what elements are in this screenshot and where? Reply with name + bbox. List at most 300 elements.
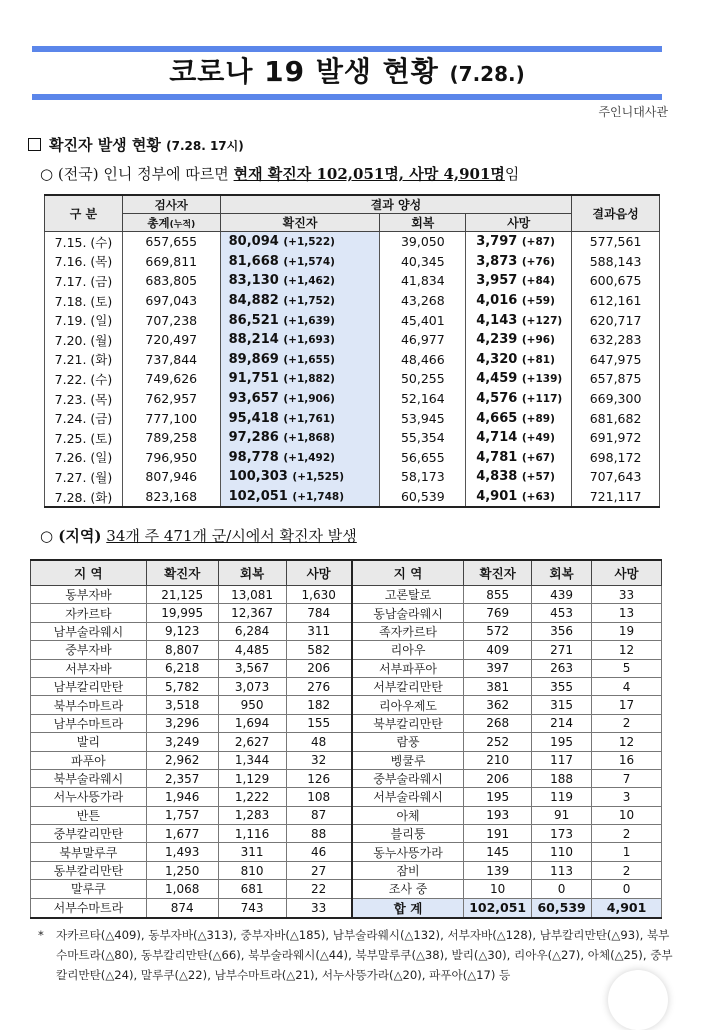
cell-confirmed: 1,757 [146, 806, 218, 824]
cell-recovered: 1,283 [218, 806, 286, 824]
cell-recovered: 40,345 [380, 252, 466, 272]
death-value: 3,873 [476, 253, 518, 269]
cell-death [466, 428, 572, 448]
confirmed-increase: (+1,492) [283, 451, 335, 464]
cell-recovered: 50,255 [380, 369, 466, 389]
cell-tested: 669,811 [122, 252, 220, 272]
death-increase: (+89) [521, 412, 555, 425]
cell-region: 남부칼리만탄 [31, 677, 147, 695]
cell-confirmed [220, 467, 380, 487]
national-suffix: 임 [504, 165, 520, 183]
table-row [31, 769, 662, 787]
death-increase: (+59) [521, 295, 555, 308]
header-tested [122, 195, 220, 214]
cell-recovered: 214 [532, 714, 592, 732]
cell-negative: 698,172 [572, 448, 660, 468]
cell-region: 중부칼리만탄 [31, 825, 147, 843]
cell-recovered: 45,401 [380, 310, 466, 330]
cell-confirmed [220, 369, 380, 389]
cell-tested: 796,950 [122, 448, 220, 468]
table-row [45, 408, 660, 428]
table-row [31, 733, 662, 751]
cell-region: 동부자바 [31, 586, 147, 604]
cell-death: 7 [592, 769, 662, 787]
death-increase: (+87) [521, 236, 555, 249]
cell-confirmed: 381 [464, 677, 532, 695]
table-row [45, 389, 660, 409]
cell-confirmed: 1,493 [146, 843, 218, 861]
cell-death: 12 [592, 641, 662, 659]
header-death-left: 사망 [286, 560, 352, 586]
table-row [45, 310, 660, 330]
cell-region: 서부술라웨시 [352, 788, 464, 806]
cell-confirmed: 1,250 [146, 861, 218, 879]
table-row [45, 467, 660, 487]
confirmed-value: 83,130 [228, 273, 279, 289]
table-row [45, 232, 660, 252]
cell-confirmed: 193 [464, 806, 532, 824]
table-row [45, 487, 660, 508]
death-value: 4,781 [476, 449, 518, 465]
cell-death: 33 [286, 898, 352, 918]
cell-region: 북부수마트라 [31, 696, 147, 714]
cell-tested: 683,805 [122, 271, 220, 291]
cell-confirmed: 855 [464, 586, 532, 604]
cell-recovered: 271 [532, 641, 592, 659]
cell-negative: 632,283 [572, 330, 660, 350]
national-table [44, 194, 660, 508]
confirmed-value: 84,882 [228, 293, 279, 309]
table-row [45, 252, 660, 272]
cell-death: 48 [286, 733, 352, 751]
death-value: 4,016 [476, 293, 518, 309]
cell-death [466, 448, 572, 468]
header-death: 사망 [466, 214, 572, 232]
section-subtitle: (7.28. 17시) [166, 139, 244, 153]
cell-death: 88 [286, 825, 352, 843]
national-prefix: ○ (전국) [40, 165, 99, 183]
cell-death: 3 [592, 788, 662, 806]
death-value: 4,143 [476, 312, 518, 328]
confirmed-value: 91,751 [228, 371, 279, 387]
cell-recovered: 55,354 [380, 428, 466, 448]
table-row [45, 330, 660, 350]
cell-recovered: 263 [532, 659, 592, 677]
cell-recovered: 439 [532, 586, 592, 604]
cell-confirmed: 6,218 [146, 659, 218, 677]
cell-death: 13 [592, 604, 662, 622]
cell-date: 7.21. (화) [45, 350, 123, 370]
table-row [31, 806, 662, 824]
cell-date: 7.22. (수) [45, 369, 123, 389]
cell-negative: 600,675 [572, 271, 660, 291]
cell-confirmed [220, 428, 380, 448]
cell-tested: 749,626 [122, 369, 220, 389]
cell-negative: 647,975 [572, 350, 660, 370]
confirmed-value: 98,778 [228, 449, 279, 465]
cell-confirmed: 21,125 [146, 586, 218, 604]
header-recovered: 회복 [380, 214, 466, 232]
cell-confirmed: 19,995 [146, 604, 218, 622]
confirmed-value: 81,668 [228, 253, 279, 269]
cell-death: 0 [592, 880, 662, 898]
cell-recovered: 4,485 [218, 641, 286, 659]
cell-confirmed: 191 [464, 825, 532, 843]
cell-recovered: 41,834 [380, 271, 466, 291]
cell-confirmed: 3,249 [146, 733, 218, 751]
header-tested-total [122, 214, 220, 232]
cell-confirmed: 769 [464, 604, 532, 622]
cell-death: 2 [592, 825, 662, 843]
cell-region: 반튼 [31, 806, 147, 824]
cell-negative: 681,682 [572, 408, 660, 428]
cell-death [466, 232, 572, 252]
cell-negative: 669,300 [572, 389, 660, 409]
header-confirmed-left: 확진자 [146, 560, 218, 586]
cell-death: 155 [286, 714, 352, 732]
cell-tested: 657,655 [122, 232, 220, 252]
death-value: 4,901 [476, 489, 518, 505]
cell-confirmed: 3,518 [146, 696, 218, 714]
cell-confirmed: 3,296 [146, 714, 218, 732]
cell-confirmed [220, 350, 380, 370]
confirmed-increase: (+1,761) [283, 412, 335, 425]
death-increase: (+49) [521, 432, 555, 445]
cell-negative: 588,143 [572, 252, 660, 272]
page-title [32, 52, 662, 92]
cell-recovered: 810 [218, 861, 286, 879]
cell-confirmed: 8,807 [146, 641, 218, 659]
cell-region: 북부칼리만탄 [352, 714, 464, 732]
table-row [45, 271, 660, 291]
cell-confirmed: 1,946 [146, 788, 218, 806]
cell-recovered: 58,173 [380, 467, 466, 487]
confirmed-increase: (+1,693) [283, 334, 335, 347]
cell-death: 126 [286, 769, 352, 787]
cell-recovered: 453 [532, 604, 592, 622]
death-value: 4,665 [476, 410, 518, 426]
cell-recovered: 56,655 [380, 448, 466, 468]
cell-death: 10 [592, 806, 662, 824]
cell-confirmed: 1,677 [146, 825, 218, 843]
cell-date: 7.19. (일) [45, 310, 123, 330]
cell-region: 북부말루쿠 [31, 843, 147, 861]
cell-negative: 577,561 [572, 232, 660, 252]
cell-confirmed: 409 [464, 641, 532, 659]
cell-region: 리아우제도 [352, 696, 464, 714]
cell-region: 서부수마트라 [31, 898, 147, 918]
section-heading [28, 134, 244, 155]
cell-region: 남부술라웨시 [31, 622, 147, 640]
confirmed-value: 100,303 [228, 469, 288, 485]
cell-recovered: 0 [532, 880, 592, 898]
cell-death [466, 350, 572, 370]
table-row [45, 428, 660, 448]
cell-death: 182 [286, 696, 352, 714]
confirmed-value: 102,051 [228, 489, 288, 505]
header-region-left: 지 역 [31, 560, 147, 586]
cell-region: 자카르타 [31, 604, 147, 622]
cell-recovered: 950 [218, 696, 286, 714]
cell-confirmed: 252 [464, 733, 532, 751]
death-value: 4,714 [476, 430, 518, 446]
table-row [31, 586, 662, 604]
cell-death [466, 330, 572, 350]
cell-death: 582 [286, 641, 352, 659]
cell-death [466, 252, 572, 272]
cell-death: 2 [592, 861, 662, 879]
header-tested-line2: 총계 [147, 215, 170, 230]
cell-date: 7.20. (월) [45, 330, 123, 350]
confirmed-increase: (+1,906) [283, 393, 335, 406]
cell-recovered: 355 [532, 677, 592, 695]
cell-region: 고론탈로 [352, 586, 464, 604]
death-increase: (+76) [521, 255, 555, 268]
cell-recovered: 681 [218, 880, 286, 898]
cell-recovered: 110 [532, 843, 592, 861]
title-text: 코로나 19 발생 현황 [169, 55, 439, 88]
cell-tested: 789,258 [122, 428, 220, 448]
header-positive: 결과 양성 [220, 195, 572, 214]
cell-region: 조사 중 [352, 880, 464, 898]
cell-region: 서부파푸아 [352, 659, 464, 677]
cell-date: 7.24. (금) [45, 408, 123, 428]
cell-recovered: 12,367 [218, 604, 286, 622]
confirmed-value: 93,657 [228, 391, 279, 407]
cell-region: 동남술라웨시 [352, 604, 464, 622]
death-increase: (+127) [521, 314, 563, 327]
cell-recovered: 53,945 [380, 408, 466, 428]
confirmed-value: 88,214 [228, 332, 279, 348]
cell-confirmed [220, 487, 380, 508]
cell-confirmed: 874 [146, 898, 218, 918]
cell-confirmed [220, 252, 380, 272]
table-row [31, 880, 662, 898]
cell-tested: 762,957 [122, 389, 220, 409]
cell-confirmed: 2,962 [146, 751, 218, 769]
cell-death [466, 369, 572, 389]
cell-death: 19 [592, 622, 662, 640]
confirmed-increase: (+1,462) [283, 275, 335, 288]
table-row [31, 714, 662, 732]
cell-region: 남부수마트라 [31, 714, 147, 732]
table-row [31, 751, 662, 769]
cell-death [466, 291, 572, 311]
cell-tested: 720,497 [122, 330, 220, 350]
death-value: 4,320 [476, 351, 518, 367]
regional-text: 34개 주 471개 군/시에서 확진자 발생 [106, 527, 357, 545]
cell-region: 잠비 [352, 861, 464, 879]
cell-confirmed: 139 [464, 861, 532, 879]
death-increase: (+96) [521, 334, 555, 347]
checkbox-square-icon [28, 138, 41, 151]
regional-table [30, 559, 662, 919]
cell-date: 7.18. (토) [45, 291, 123, 311]
cell-region: 파푸아 [31, 751, 147, 769]
death-value: 4,239 [476, 332, 518, 348]
cell-death: 108 [286, 788, 352, 806]
national-text: 인니 정부에 따르면 [103, 165, 229, 183]
cell-confirmed: 362 [464, 696, 532, 714]
cell-region: 북부술라웨시 [31, 769, 147, 787]
cell-death: 4 [592, 677, 662, 695]
cell-death [466, 271, 572, 291]
cell-death: 2 [592, 714, 662, 732]
table-row [31, 696, 662, 714]
source-label: 주인니대사관 [598, 105, 668, 119]
cell-region: 말루쿠 [31, 880, 147, 898]
cell-recovered: 1,222 [218, 788, 286, 806]
cell-recovered: 2,627 [218, 733, 286, 751]
cell-region: 동누사뜽가라 [352, 843, 464, 861]
table-row [31, 861, 662, 879]
cell-confirmed: 10 [464, 880, 532, 898]
bottom-accent-bar [32, 94, 662, 100]
table-row [45, 369, 660, 389]
section-title: 확진자 발생 현황 [49, 136, 161, 154]
cell-confirmed [220, 448, 380, 468]
death-increase: (+84) [521, 275, 555, 288]
cell-confirmed [220, 389, 380, 409]
cell-confirmed: 145 [464, 843, 532, 861]
cell-recovered: 315 [532, 696, 592, 714]
cell-death [466, 389, 572, 409]
cell-death: 5 [592, 659, 662, 677]
cell-death: 16 [592, 751, 662, 769]
header-recovered-left: 회복 [218, 560, 286, 586]
cell-recovered: 311 [218, 843, 286, 861]
cell-confirmed: 195 [464, 788, 532, 806]
cell-recovered: 1,694 [218, 714, 286, 732]
table-row [45, 448, 660, 468]
cell-recovered: 1,129 [218, 769, 286, 787]
cell-death: 33 [592, 586, 662, 604]
confirmed-value: 86,521 [228, 312, 279, 328]
death-increase: (+67) [521, 451, 555, 464]
cell-date: 7.23. (목) [45, 389, 123, 409]
total-recovered: 60,539 [532, 898, 592, 918]
table-row [31, 641, 662, 659]
cell-confirmed [220, 291, 380, 311]
cell-negative: 612,161 [572, 291, 660, 311]
cell-negative: 721,117 [572, 487, 660, 508]
total-label: 합 계 [352, 898, 464, 918]
death-value: 4,576 [476, 391, 518, 407]
cell-confirmed: 206 [464, 769, 532, 787]
cell-death: 22 [286, 880, 352, 898]
title-date: (7.28.) [449, 62, 525, 86]
footnote [40, 925, 680, 985]
cell-confirmed: 572 [464, 622, 532, 640]
cell-confirmed [220, 408, 380, 428]
cell-negative: 691,972 [572, 428, 660, 448]
cell-region: 블리퉁 [352, 825, 464, 843]
floating-scroll-button[interactable] [608, 970, 668, 1030]
cell-death [466, 310, 572, 330]
table-row [31, 622, 662, 640]
cell-death [466, 467, 572, 487]
death-value: 3,957 [476, 273, 518, 289]
death-increase: (+117) [521, 393, 563, 406]
cell-region: 서부자바 [31, 659, 147, 677]
table-row [31, 604, 662, 622]
cell-death: 1 [592, 843, 662, 861]
national-summary [40, 163, 519, 184]
confirmed-increase: (+1,639) [283, 314, 335, 327]
cell-recovered: 48,466 [380, 350, 466, 370]
cell-tested: 807,946 [122, 467, 220, 487]
header-confirmed: 확진자 [220, 214, 380, 232]
cell-date: 7.15. (수) [45, 232, 123, 252]
cell-confirmed [220, 271, 380, 291]
death-increase: (+81) [521, 353, 555, 366]
cell-recovered: 1,344 [218, 751, 286, 769]
cell-tested: 707,238 [122, 310, 220, 330]
table-row [31, 677, 662, 695]
cell-death [466, 487, 572, 508]
cell-recovered: 117 [532, 751, 592, 769]
cell-recovered: 173 [532, 825, 592, 843]
cell-confirmed: 5,782 [146, 677, 218, 695]
cell-tested: 823,168 [122, 487, 220, 508]
national-highlight: 현재 확진자 102,051명, 사망 4,901명 [233, 165, 505, 183]
death-increase: (+63) [521, 491, 555, 504]
cell-recovered: 113 [532, 861, 592, 879]
cell-tested: 697,043 [122, 291, 220, 311]
cell-region: 서누사뜽가라 [31, 788, 147, 806]
total-confirmed: 102,051 [464, 898, 532, 918]
cell-recovered: 43,268 [380, 291, 466, 311]
death-increase: (+139) [521, 373, 563, 386]
cell-recovered: 1,116 [218, 825, 286, 843]
table-row [31, 659, 662, 677]
header-negative: 결과음성 [572, 195, 660, 232]
cell-date: 7.28. (화) [45, 487, 123, 508]
cell-recovered: 188 [532, 769, 592, 787]
cell-recovered: 6,284 [218, 622, 286, 640]
header-tested-unit: (누적) [169, 219, 196, 230]
cell-recovered: 13,081 [218, 586, 286, 604]
cell-death: 206 [286, 659, 352, 677]
cell-date: 7.25. (토) [45, 428, 123, 448]
cell-confirmed: 9,123 [146, 622, 218, 640]
confirmed-increase: (+1,868) [283, 432, 335, 445]
cell-date: 7.17. (금) [45, 271, 123, 291]
cell-recovered: 195 [532, 733, 592, 751]
cell-region: 벵쿨루 [352, 751, 464, 769]
regional-summary [40, 525, 357, 546]
cell-death: 87 [286, 806, 352, 824]
confirmed-increase: (+1,882) [283, 373, 335, 386]
confirmed-increase: (+1,522) [283, 236, 335, 249]
header-tested-line1: 검사자 [154, 197, 188, 212]
cell-confirmed: 397 [464, 659, 532, 677]
table-row [31, 788, 662, 806]
confirmed-value: 95,418 [228, 410, 279, 426]
cell-date: 7.26. (일) [45, 448, 123, 468]
cell-death: 276 [286, 677, 352, 695]
cell-confirmed [220, 232, 380, 252]
death-value: 3,797 [476, 234, 518, 250]
cell-tested: 737,844 [122, 350, 220, 370]
confirmed-increase: (+1,525) [292, 471, 344, 484]
cell-region: 중부술라웨시 [352, 769, 464, 787]
table-row [31, 825, 662, 843]
confirmed-increase: (+1,574) [283, 255, 335, 268]
cell-death [466, 408, 572, 428]
cell-recovered: 39,050 [380, 232, 466, 252]
table-row [45, 291, 660, 311]
